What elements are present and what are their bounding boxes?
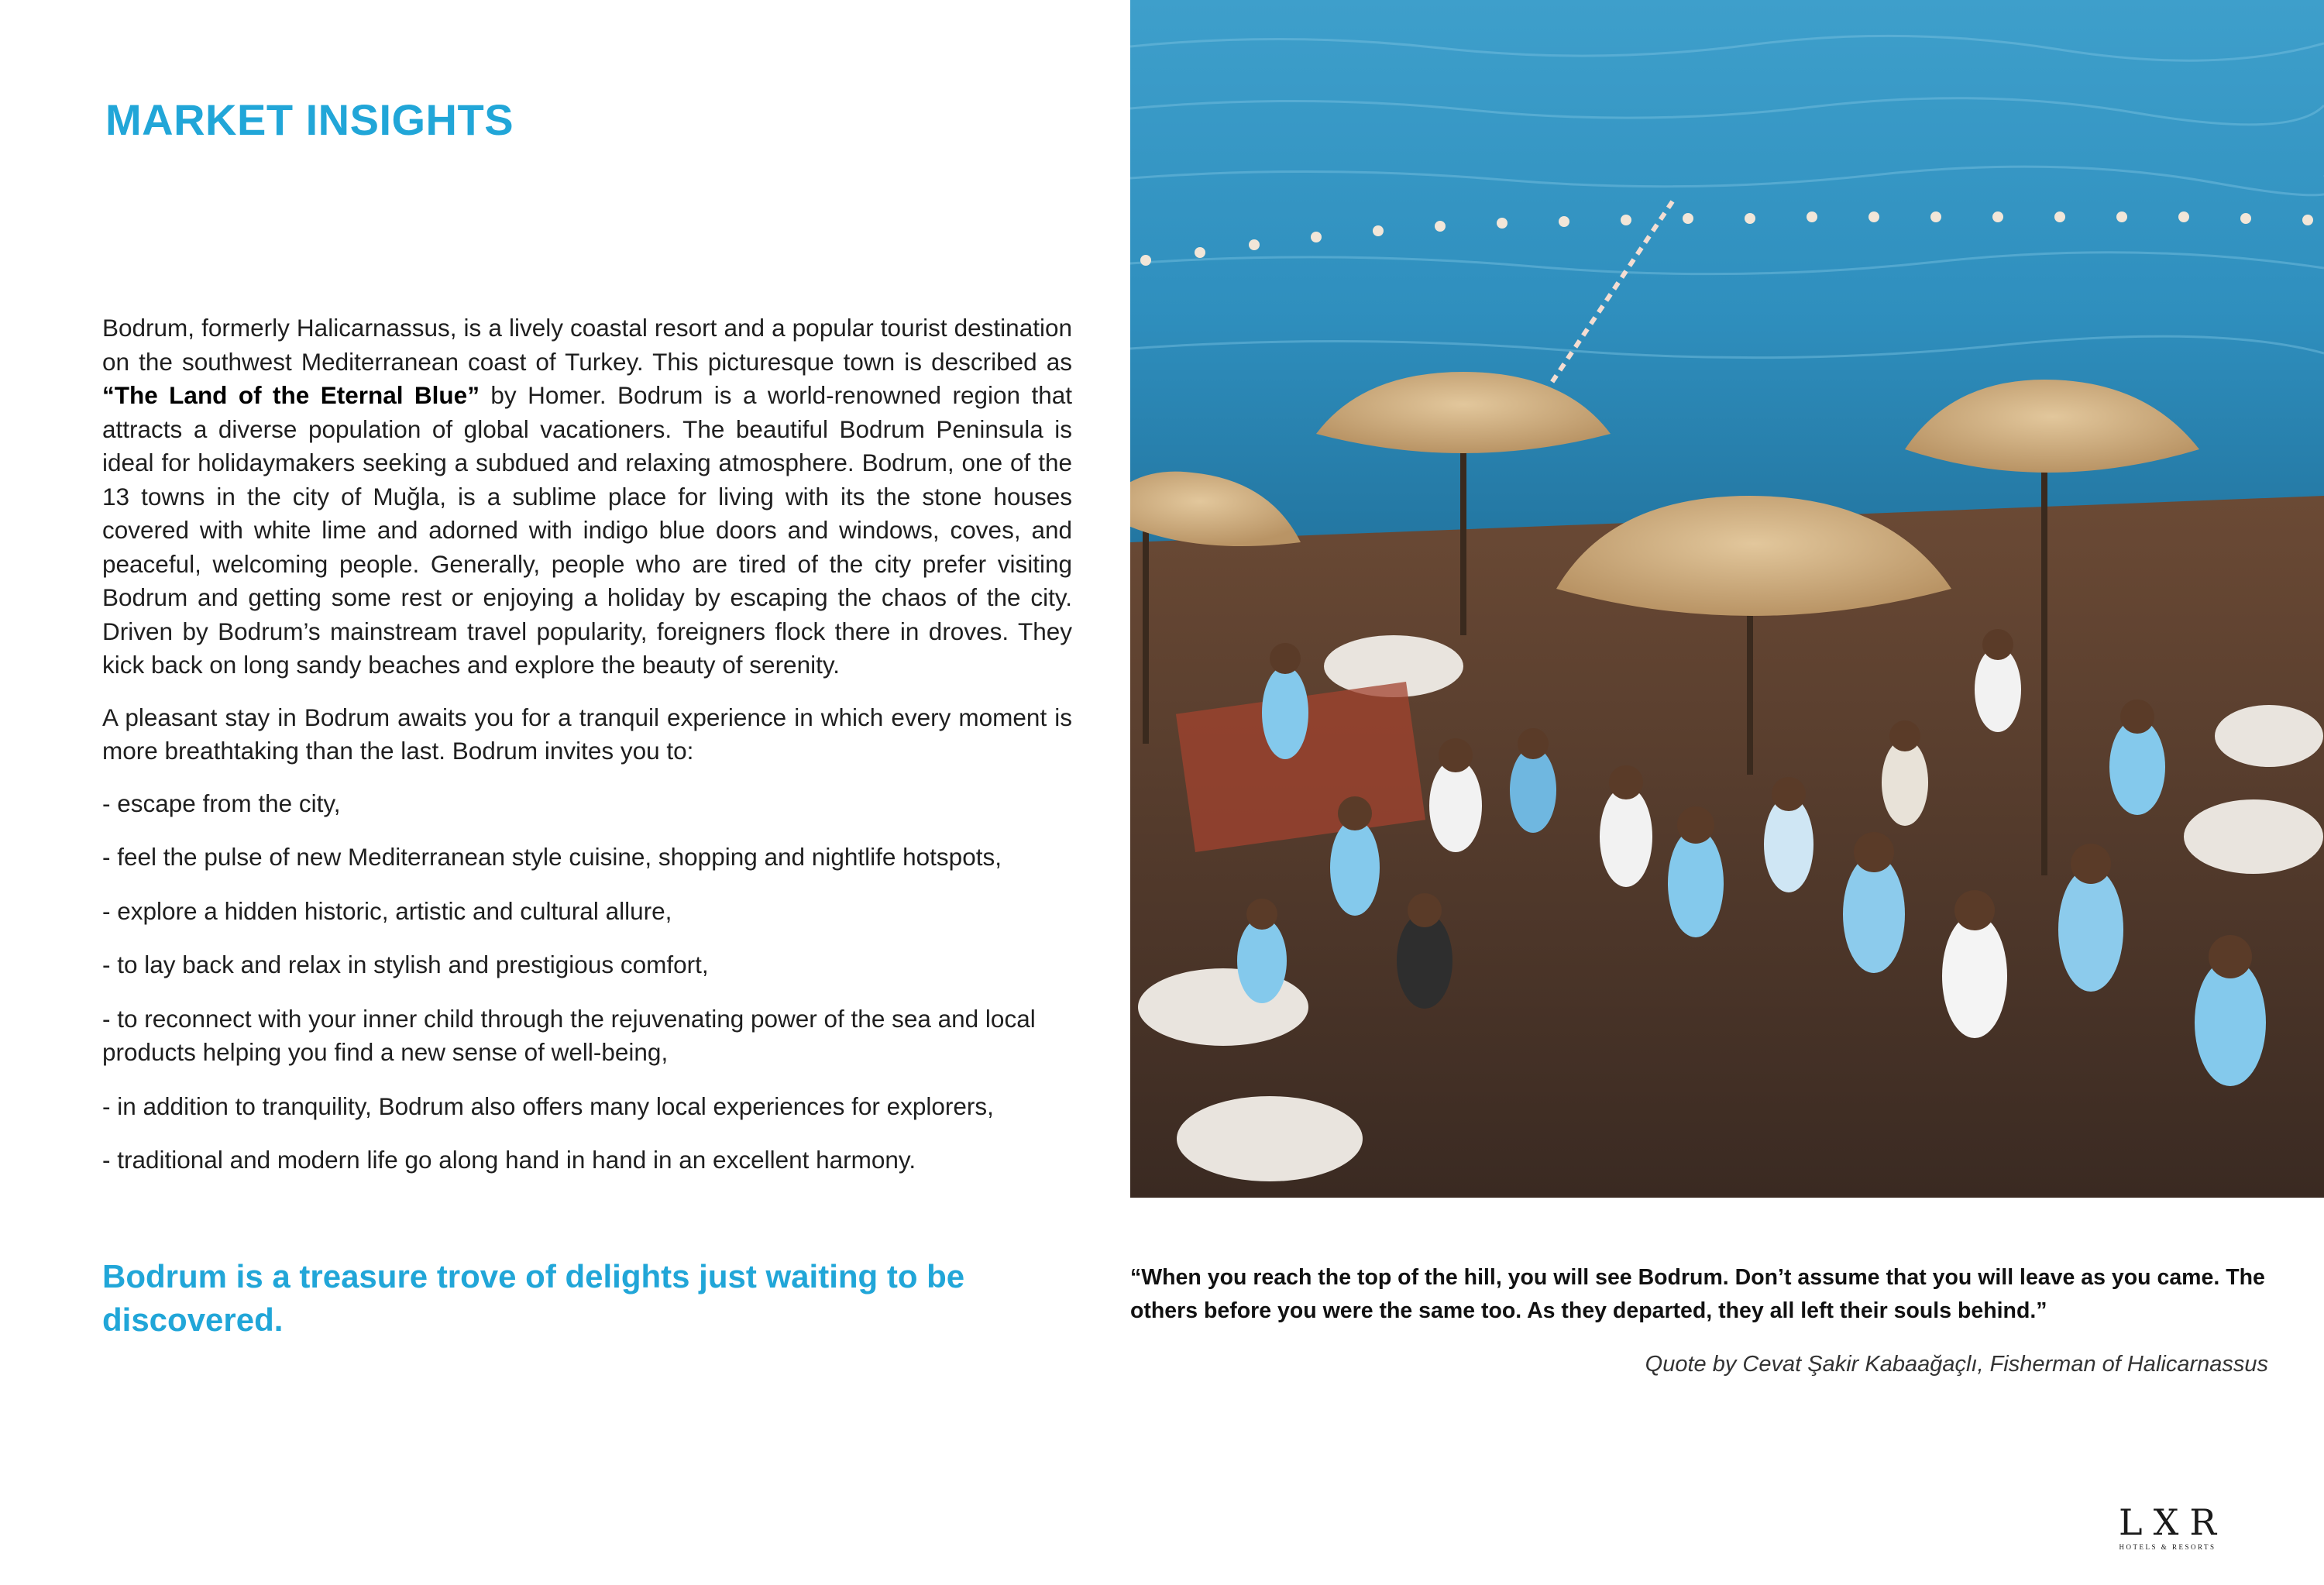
- list-item: - traditional and modern life go along hand in hand in an excellent harmony.: [102, 1146, 916, 1174]
- invitation-list: [102, 787, 1072, 1178]
- logo-subtitle: HOTELS & RESORTS: [2119, 1543, 2216, 1551]
- list-item: - feel the pulse of new Mediterranean style cuisine, shopping and nightlife hotspots,: [102, 843, 1002, 871]
- eternal-blue-emphasis: “The Land of the Eternal Blue”: [102, 381, 480, 409]
- lead-paragraph: A pleasant stay in Bodrum awaits you for a tranquil experience in which every moment is more breathtaking than the last. Bodrum invites you to:: [102, 703, 1072, 765]
- bodrum-beach-photo: [1130, 0, 2324, 1198]
- tagline: Bodrum is a treasure trove of delights just waiting to be discovered.: [102, 1258, 965, 1338]
- list-item: - escape from the city,: [102, 789, 341, 817]
- page-heading: MARKET INSIGHTS: [105, 95, 514, 144]
- quote-attribution: Quote by Cevat Şakir Kabaağaçlı, Fisherman of Halicarnassus: [1645, 1352, 2268, 1377]
- homer-quote: “When you reach the top of the hill, you will see Bodrum. Don’t assume that you will leave as you came. The others before you were the same too. As they departed, they all left their souls behind.”: [1130, 1265, 2265, 1323]
- list-item: - explore a hidden historic, artistic and cultural allure,: [102, 896, 672, 925]
- list-item: - to lay back and relax in stylish and prestigious comfort,: [102, 951, 709, 978]
- intro-paragraph: Bodrum, formerly Halicarnassus, is a lively coastal resort and a popular tourist destination on the southwest Mediterranean coast of Turkey. This picturesque town is described as “The Land of the Eternal Blue” by Homer. Bodrum is a world-renowned region that attracts a diverse population of global vacationers. The beautiful Bodrum Peninsula is ideal for holidaymakers seeking a subdued and relaxing atmosphere. Bodrum, one of the 13 towns in the city of Muğla, is a sublime place for living with its the stone houses covered with white lime and adorned with indigo blue doors and windows, coves, and peaceful, welcoming people. Generally, people who are tired of the city prefer visiting Bodrum and getting some rest or enjoying a holiday by escaping the chaos of the city. Driven by Bodrum’s mainstream travel popularity, foreigners flock there in droves. They kick back on long sandy beaches and explore the beauty of serenity.: [102, 314, 1072, 679]
- lxr-logo: [2107, 1501, 2228, 1551]
- list-item: - in addition to tranquility, Bodrum also offers many local experiences for explorers,: [102, 1092, 994, 1120]
- logo-mark: LXR: [2119, 1501, 2227, 1543]
- body-text: [102, 311, 1072, 1198]
- list-item: - to reconnect with your inner child through the rejuvenating power of the sea and local products helping you find a new sense of well-being,: [102, 1004, 1036, 1066]
